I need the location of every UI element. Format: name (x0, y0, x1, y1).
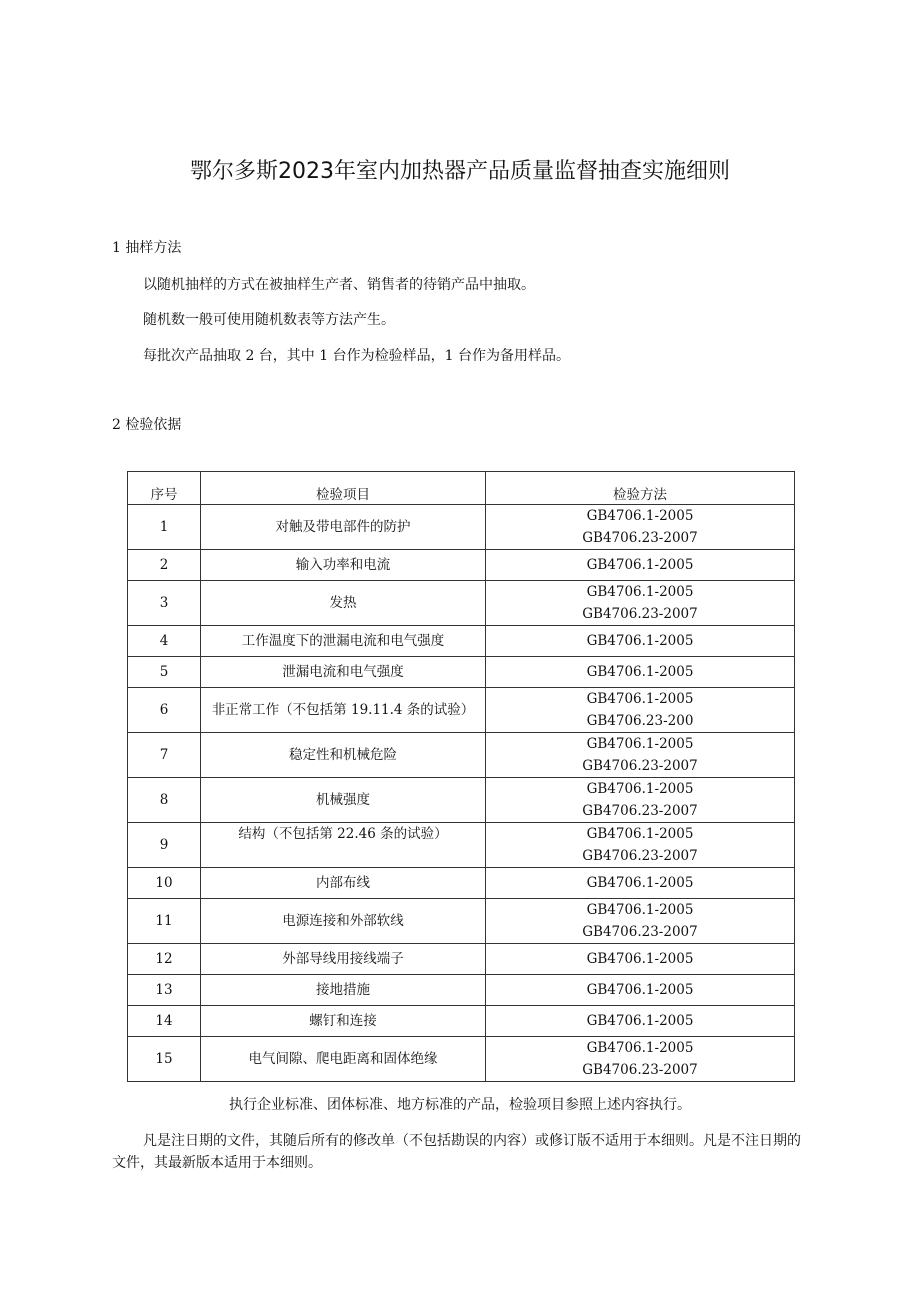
inspection-item: 泄漏电流和电气强度 (201, 657, 486, 688)
note-standards: 执行企业标准、团体标准、地方标准的产品，检验项目参照上述内容执行。 (229, 1097, 691, 1113)
row-number: 14 (128, 1006, 201, 1037)
inspection-method (486, 550, 795, 581)
inspection-method (486, 626, 795, 657)
inspection-item: 外部导线用接线端子 (201, 944, 486, 975)
inspection-method (486, 778, 795, 823)
method-standard: GB4706.23-2007 (582, 530, 698, 546)
section-heading-sampling: 1 抽样方法 (112, 240, 182, 256)
row-number: 9 (128, 823, 201, 868)
table-row (128, 581, 795, 626)
column-header-method: 检验方法 (486, 472, 795, 505)
inspection-item: 机械强度 (201, 778, 486, 823)
table-row (128, 975, 795, 1006)
table-row (128, 868, 795, 899)
inspection-method (486, 1006, 795, 1037)
method-standard: GB4706.1-2005 (586, 691, 694, 707)
table-row (128, 823, 795, 868)
inspection-item: 接地措施 (201, 975, 486, 1006)
method-standard: GB4706.1-2005 (586, 584, 694, 600)
inspection-method (486, 581, 795, 626)
inspection-method (486, 944, 795, 975)
row-number: 11 (128, 899, 201, 944)
method-standard: GB4706.23-2007 (582, 1062, 698, 1078)
method-standard: GB4706.23-2007 (582, 924, 698, 940)
method-standard: GB4706.23-2007 (582, 803, 698, 819)
row-number: 12 (128, 944, 201, 975)
method-standard: GB4706.1-2005 (586, 951, 694, 967)
note-dated-documents: 凡是注日期的文件，其随后所有的修改单（不包括勘误的内容）或修订版不适用于本细则。凡是不注日期的文件，其最新版本适用于本细则。 (112, 1133, 801, 1171)
inspection-method (486, 1037, 795, 1082)
inspection-item: 对触及带电部件的防护 (201, 505, 486, 550)
inspection-table (127, 471, 795, 1082)
table-row (128, 505, 795, 550)
inspection-item: 结构（不包括第 22.46 条的试验） (201, 823, 486, 868)
table-row (128, 550, 795, 581)
table-row (128, 626, 795, 657)
inspection-item: 稳定性和机械危险 (201, 733, 486, 778)
row-number: 4 (128, 626, 201, 657)
column-header-item: 检验项目 (201, 472, 486, 505)
inspection-method (486, 657, 795, 688)
inspection-method (486, 868, 795, 899)
row-number: 3 (128, 581, 201, 626)
method-standard: GB4706.1-2005 (586, 1040, 694, 1056)
method-standard: GB4706.1-2005 (586, 1013, 694, 1029)
inspection-item: 输入功率和电流 (201, 550, 486, 581)
row-number: 15 (128, 1037, 201, 1082)
table-row (128, 944, 795, 975)
sampling-paragraph: 以随机抽样的方式在被抽样生产者、销售者的待销产品中抽取。 (143, 277, 535, 293)
inspection-item: 螺钉和连接 (201, 1006, 486, 1037)
method-standard: GB4706.1-2005 (586, 633, 694, 649)
inspection-method (486, 899, 795, 944)
column-header-number: 序号 (128, 472, 201, 505)
method-standard: GB4706.1-2005 (586, 982, 694, 998)
inspection-method (486, 823, 795, 868)
table-body (128, 505, 795, 1082)
section-heading-basis: 2 检验依据 (112, 417, 182, 433)
method-standard: GB4706.1-2005 (586, 781, 694, 797)
row-number: 13 (128, 975, 201, 1006)
inspection-method (486, 733, 795, 778)
row-number: 7 (128, 733, 201, 778)
document-title: 鄂尔多斯2023年室内加热器产品质量监督抽查实施细则 (190, 159, 730, 184)
method-standard: GB4706.1-2005 (586, 736, 694, 752)
method-standard: GB4706.23-2007 (582, 848, 698, 864)
inspection-item: 电气间隙、爬电距离和固体绝缘 (201, 1037, 486, 1082)
method-standard: GB4706.23-2007 (582, 606, 698, 622)
method-standard: GB4706.23-200 (586, 713, 694, 729)
method-standard: GB4706.23-2007 (582, 758, 698, 774)
row-number: 6 (128, 688, 201, 733)
row-number: 10 (128, 868, 201, 899)
table-row (128, 899, 795, 944)
inspection-item: 工作温度下的泄漏电流和电气强度 (201, 626, 486, 657)
method-standard: GB4706.1-2005 (586, 557, 694, 573)
table-row (128, 1006, 795, 1037)
method-standard: GB4706.1-2005 (586, 826, 694, 842)
row-number: 5 (128, 657, 201, 688)
sampling-paragraph: 每批次产品抽取 2 台，其中 1 台作为检验样品，1 台作为备用样品。 (143, 348, 570, 364)
inspection-item: 内部布线 (201, 868, 486, 899)
inspection-method (486, 975, 795, 1006)
method-standard: GB4706.1-2005 (586, 508, 694, 524)
table-row (128, 657, 795, 688)
method-standard: GB4706.1-2005 (586, 664, 694, 680)
inspection-method (486, 505, 795, 550)
table-header-row (128, 472, 795, 505)
row-number: 2 (128, 550, 201, 581)
inspection-item: 电源连接和外部软线 (201, 899, 486, 944)
sampling-paragraph: 随机数一般可使用随机数表等方法产生。 (143, 312, 395, 328)
row-number: 8 (128, 778, 201, 823)
method-standard: GB4706.1-2005 (586, 902, 694, 918)
table-row (128, 778, 795, 823)
inspection-item: 发热 (201, 581, 486, 626)
table-row (128, 688, 795, 733)
table-row (128, 733, 795, 778)
inspection-method (486, 688, 795, 733)
table-row (128, 1037, 795, 1082)
row-number: 1 (128, 505, 201, 550)
inspection-item: 非正常工作（不包括第 19.11.4 条的试验） (201, 688, 486, 733)
method-standard: GB4706.1-2005 (586, 875, 694, 891)
